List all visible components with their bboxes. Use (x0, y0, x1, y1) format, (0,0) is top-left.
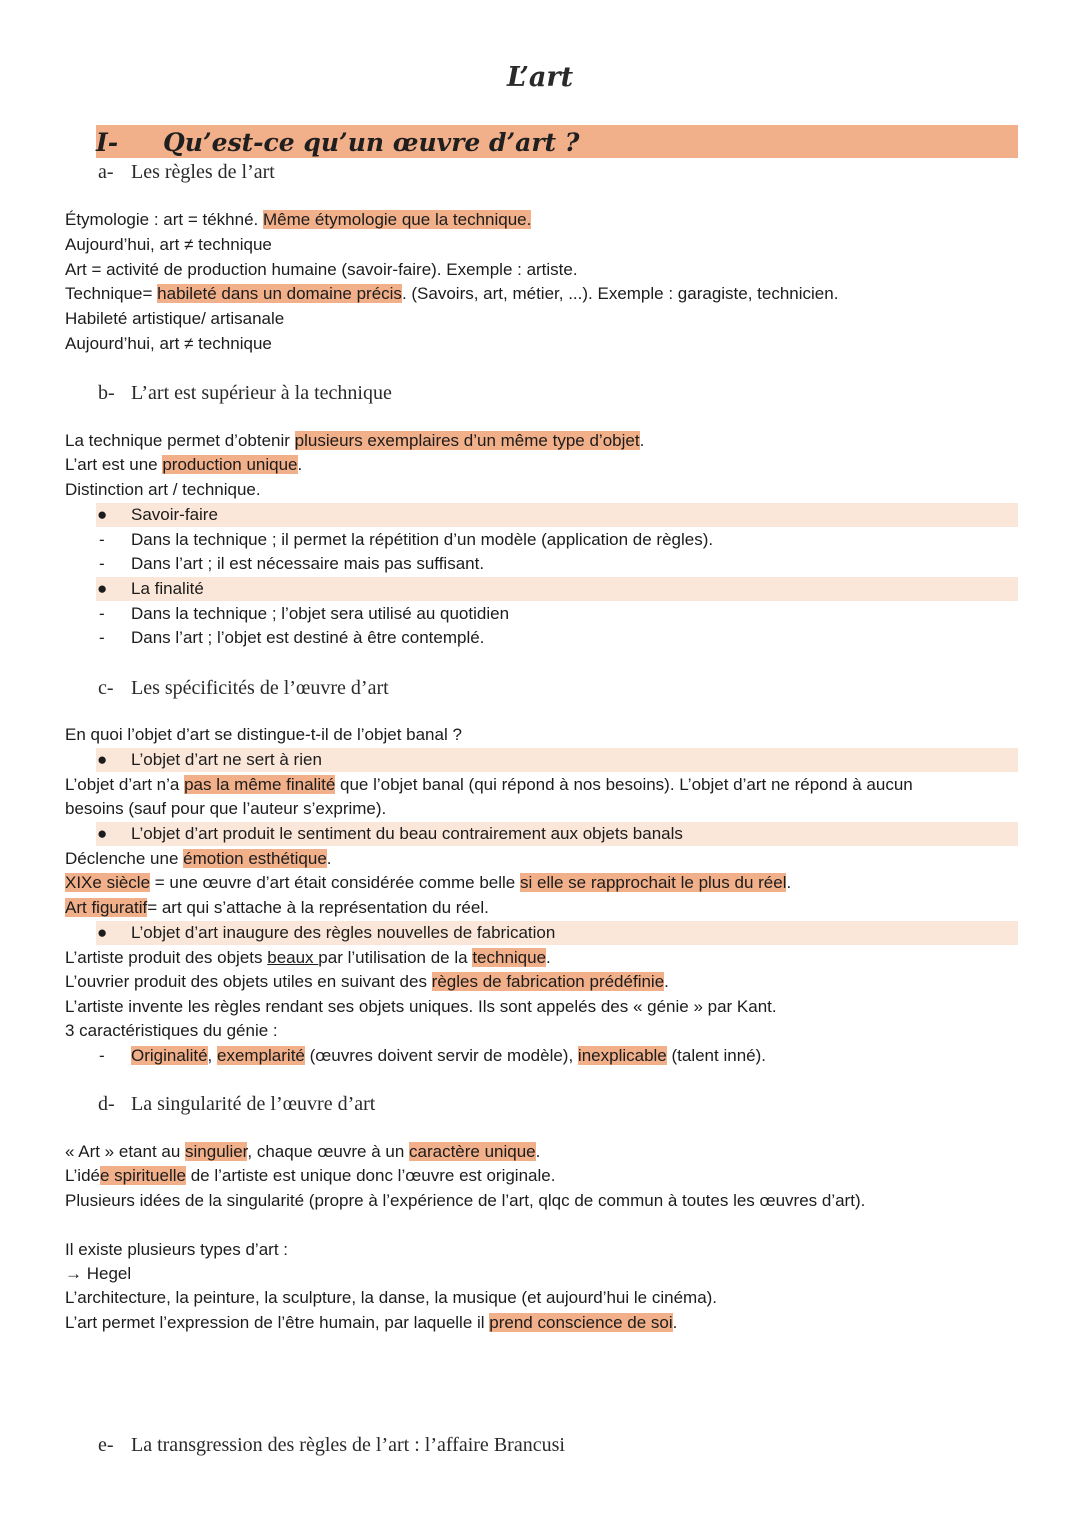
text-line: Aujourd’hui, art ≠ technique (65, 334, 272, 353)
text-line: L’art permet l’expression de l’être humain, par laquelle il prend conscience de soi. (65, 1313, 678, 1332)
section-title: La singularité de l’œuvre d’art (131, 1093, 376, 1115)
text-line: besoins (sauf pour que l’auteur s’exprime). (65, 799, 387, 818)
dash-icon: - (99, 604, 105, 623)
highlight: caractère unique (409, 1142, 536, 1161)
highlight: règles de fabrication prédéfinie (431, 972, 665, 991)
text-line: Étymologie : art = tékhné. Même étymologie que la technique. (65, 210, 532, 229)
section-letter: d- (98, 1093, 115, 1115)
bullet-band (96, 503, 1018, 527)
section-letter: a- (98, 161, 114, 183)
highlight: singulier (185, 1142, 248, 1161)
highlight: si elle se rapprochait le plus du réel (519, 873, 787, 892)
text-line: XIXe siècle = une œuvre d’art était considérée comme belle si elle se rapprochait le plus du réel. (65, 873, 792, 892)
bullet-icon: ● (97, 923, 108, 942)
highlight: technique (472, 948, 547, 967)
text-line: L’objet d’art n’a pas la même finalité que l’objet banal (qui répond à nos besoins). L’objet d’art ne répond à aucun (65, 775, 913, 794)
page-title: L’art (506, 62, 574, 93)
section-letter: c- (98, 677, 114, 699)
text-line: Aujourd’hui, art ≠ technique (65, 235, 272, 254)
highlight: exemplarité (217, 1046, 305, 1065)
bullet-item: L’objet d’art ne sert à rien (131, 750, 322, 769)
text-line: En quoi l’objet d’art se distingue-t-il de l’objet banal ? (65, 725, 462, 744)
text-line: L’idée spirituelle de l’artiste est unique donc l’œuvre est originale. (65, 1166, 556, 1185)
text-line: Art figuratif= art qui s’attache à la représentation du réel. (65, 898, 489, 917)
highlight: émotion esthétique (183, 849, 327, 868)
section-title: Les spécificités de l’œuvre d’art (131, 677, 389, 699)
dash-item: Dans la technique ; il permet la répétition d’un modèle (application de règles). (131, 530, 714, 549)
part-title: Qu’est-ce qu’un œuvre d’art ? (163, 128, 580, 157)
highlight: e spirituelle (99, 1166, 186, 1185)
bullet-item: L’objet d’art produit le sentiment du beau contrairement aux objets banals (131, 824, 683, 843)
text-line: Plusieurs idées de la singularité (propre à l’expérience de l’art, qlqc de commun à toutes les œuvres d’art). (65, 1191, 866, 1210)
bullet-item: L’objet d’art inaugure des règles nouvelles de fabrication (131, 923, 556, 942)
text-line: L’architecture, la peinture, la sculpture, la danse, la musique (et aujourd’hui le cinéma). (65, 1288, 718, 1307)
highlight: Même étymologie que la technique. (262, 210, 532, 229)
text-line: L’artiste invente les règles rendant ses objets uniques. Ils sont appelés des « génie » par Kant. (65, 997, 777, 1016)
bullet-item: Savoir-faire (131, 505, 218, 524)
section-title: La transgression des règles de l’art : l’affaire Brancusi (131, 1434, 565, 1456)
underlined-word: beaux (267, 948, 319, 967)
text-line: Distinction art / technique. (65, 480, 261, 499)
text-line: 3 caractéristiques du génie : (65, 1021, 278, 1040)
bullet-icon: ● (97, 824, 108, 843)
text-line: Art = activité de production humaine (savoir-faire). Exemple : artiste. (65, 260, 578, 279)
bullet-item: La finalité (131, 579, 204, 598)
arrow-line: → Hegel (65, 1264, 132, 1283)
bullet-band (96, 577, 1018, 601)
highlight: inexplicable (577, 1046, 667, 1065)
highlight: production unique (162, 455, 298, 474)
highlight: habileté dans un domaine précis (157, 284, 402, 303)
dash-item: Dans l’art ; l’objet est destiné à être contemplé. (131, 628, 485, 647)
dash-item: Dans la technique ; l’objet sera utilisé au quotidien (131, 604, 510, 623)
text-line: Il existe plusieurs types d’art : (65, 1240, 288, 1259)
highlight: Originalité (131, 1046, 208, 1065)
dash-item: Dans l’art ; il est nécessaire mais pas suffisant. (131, 554, 485, 573)
dash-icon: - (99, 554, 105, 573)
highlight: prend conscience de soi (489, 1313, 673, 1332)
highlight: XIXe siècle (65, 873, 151, 892)
dash-icon: - (99, 530, 105, 549)
text-line: Déclenche une émotion esthétique. (65, 849, 332, 868)
dash-icon: - (99, 1046, 105, 1065)
text-line: « Art » etant au singulier, chaque œuvre à un caractère unique. (65, 1142, 541, 1161)
section-title: Les règles de l’art (131, 161, 275, 183)
text-line: L’artiste produit des objets beaux par l’utilisation de la technique. (65, 948, 551, 967)
bullet-icon: ● (97, 579, 108, 598)
highlight: pas la même finalité (184, 775, 336, 794)
text-line: L’ouvrier produit des objets utiles en suivant des règles de fabrication prédéfinie. (65, 972, 669, 991)
text-line: Technique= habileté dans un domaine précis. (Savoirs, art, métier, ...). Exemple : garagiste, technicien. (65, 284, 839, 303)
text-line: La technique permet d’obtenir plusieurs exemplaires d’un même type d’objet. (65, 431, 645, 450)
dash-item: Originalité, exemplarité (œuvres doivent servir de modèle), inexplicable (talent inné). (131, 1046, 766, 1065)
dash-icon: - (99, 628, 105, 647)
part-number: I- (96, 128, 119, 157)
section-title: L’art est supérieur à la technique (131, 382, 392, 404)
text-line: L’art est une production unique. (65, 455, 303, 474)
text-line: Habileté artistique/ artisanale (65, 309, 285, 328)
bullet-icon: ● (97, 505, 108, 524)
highlight: plusieurs exemplaires d’un même type d’objet (294, 431, 640, 450)
highlight: Art figuratif (65, 898, 148, 917)
section-letter: b- (98, 382, 115, 404)
bullet-icon: ● (97, 750, 108, 769)
section-letter: e- (98, 1434, 114, 1456)
